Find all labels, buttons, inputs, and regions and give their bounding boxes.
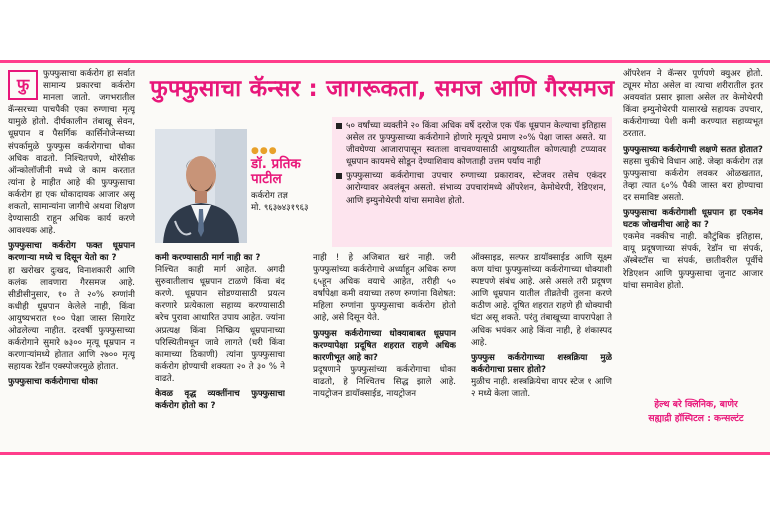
article-headline: फुफ्फुसाचा कॅन्सर : जागरूकता, समज आणि गैरसमज	[150, 76, 615, 102]
section-logo: फु	[8, 70, 38, 100]
article-column-1	[8, 68, 135, 448]
author-name-line-2: पाटील	[251, 171, 282, 187]
paragraph: ऑक्साइड, सल्फर डायॉक्साईड आणि सूक्ष्म कण यांचा फुफ्फुसांच्या कर्करोगाच्या धोक्याशी स्पष्टपणे संबंध आहे. असे असले तरी प्रदूषण आणि धूम्रपान यातील तीव्रतेची तुलना करणे कठीण आहे. दूषित शहरात राहणे ही धोक्याची घंटा असू शकते. परंतु तंबाखूच्या वापरापेक्षा ते अधिक भयंकर आहे किंवा नाही, हे शंकास्पद आहे.	[471, 253, 612, 348]
author-name-line-1: डॉ. प्रतिक	[251, 156, 301, 172]
subheading: केवळ वृद्ध व्यक्तींनाच फुफ्फुसाचा कर्करोग होतो का ?	[155, 389, 285, 412]
top-divider	[0, 60, 770, 63]
subheading: फुफ्फुसाचा कर्करोगाशी धूम्रपान हा एकमेव घटक जोखमीचा आहे का ?	[623, 208, 763, 231]
author-block	[251, 146, 323, 214]
doctor-portrait-icon	[155, 129, 247, 243]
highlight-box	[332, 117, 612, 247]
paragraph: मुळीच नाही. शस्त्रक्रियेचा वापर स्टेज १ आणि २ मध्ये केला जातो.	[471, 376, 612, 400]
bullet-square-icon	[336, 173, 342, 179]
paragraph: एकमेव नक्कीच नाही. कौटुंबिक इतिहास, वायू प्रदूषणाच्या संपर्क, रेडॉन चा संपर्क, अ‍ॅस्बेस्टॉस चा संपर्क, छातीवरील पूर्वीचे रेडिएशन आणि फुफ्फुसाचा जुनाट आजार यांचा समावेश होतो.	[623, 232, 763, 291]
author-photo	[155, 129, 247, 243]
paragraph: प्रदूषणाने फुफ्फुसांच्या कर्करोगाचा धोका वाढतो, हे निश्चितच सिद्ध झाले आहे. नायट्रोजन डायॉक्साईड, नायट्रोजन	[313, 364, 456, 400]
hospital-credit	[626, 398, 766, 426]
hospital-line-2: सह्याद्री हॉस्पिटल : कन्सल्टंट	[648, 413, 744, 424]
subheading: फुफ्फुसाचा कर्करोगाचा धोका	[8, 377, 98, 388]
author-role: कर्करोग तज्ञ	[251, 191, 288, 201]
bottom-divider	[0, 452, 770, 455]
paragraph: निश्चित काही मार्ग आहेत. अगदी सुरुवातीलाच धूम्रपान टाळणे किंवा बंद करणे. धूम्रपान सोडण्यासाठी प्रयत्न करणारे प्रत्येकाला सहाय्य करण्यासाठी बरेच पुरावा आधारित उपाय आहेत. ज्यांना अप्रत्यक्ष किंवा निष्क्रिय धूम्रपानाच्या परिस्थितीमधून जावे लागते (घरी किंवा कामाच्या ठिकाणी) त्यांना फुफ्फुसाचा कर्करोग होण्याची शक्यता २० ते ३० % ने वाढते.	[155, 265, 285, 384]
article-column-5	[623, 68, 763, 388]
author-phone: मो. ९६३७४३१९६३	[251, 203, 309, 213]
bullet-square-icon	[336, 123, 342, 129]
highlight-text: ५० वर्षांच्या व्यक्तीने २० किंवा अधिक वर्षे दररोज एक पॅक धूम्रपान केल्याचा इतिहास असेल तर फुफ्फुसाच्या कर्करोगाने होणारे मृत्यूचे प्रमाण २०% पेक्षा जास्त असते. या जीवघेण्या आजारापासून स्वतःला वाचवण्यासाठी आयुष्यातील कोणत्याही टप्प्यावर धूम्रपान कायमचे सोडून देण्याशिवाय कोणताही उत्तम पर्याय नाही	[346, 121, 606, 168]
paragraph: फुफ्फुसाचा कर्करोग हा सर्वात सामान्य प्रकारचा कर्करोग मानला जातो. जगभरातील कॅन्सरच्या पाचपैकी एका रुग्णाचा मृत्यू यामुळे होतो. दीर्घकालीन तंबाखू सेवन, धूम्रपान व पैसर्गिक कार्सिनोजेन्सच्या संपर्कामुळे फुफ्फुस कर्करोगाचा धोका अधिक वाढतो. निश्चितपणे, थोरॅसीक ऑन्कोलॉजीनी मध्ये जे काम करतात त्यांना हे माहीत आहे की फुफ्फुसाचा कर्करोग हा एक धोकादायक आजार असू शकतो, सामान्यांना जागीचे अथवा शिक्षण देण्यासाठी राहून अधिक कार्य करणे आवश्यक आहे.	[8, 69, 135, 237]
highlight-item	[336, 170, 606, 206]
hospital-line-1: हेल्थ बरे क्लिनिक, बाणेर	[654, 399, 738, 410]
decorative-dots-icon: ●●●	[251, 146, 278, 156]
highlight-text: फुफ्फुसाच्या कर्करोगाचा उपचार रुग्णाच्या प्रकारावर, स्टेजवर तसेच एकंदर आरोग्यावर अवलंबून असतो. संभाव्य उपचारांमध्ये ऑपरेशन, केमोथेरपी, रेडिएशन, आणि इम्युनोथेरपी यांचा समावेश होतो.	[346, 171, 606, 206]
paragraph: सहसा चुकीचे विधान आहे. जेव्हा कर्करोग तज्ञ फुफ्फुसाचा कर्करोग लवकर ओळखतात, तेव्हा त्यात ६०% पैकी जास्त बरा होण्याचा दर समाविष्ट असतो.	[623, 156, 763, 203]
highlight-item	[336, 120, 606, 168]
subheading: फुफ्फुसाच्या कर्करोगाची लक्षणे सतत होतात?	[623, 144, 763, 155]
paragraph: ऑपरेशन ने कॅन्सर पूर्णपणे क्युअर होतो. ट्यूमर मोठा असेल वा त्याचा शरीरातील इतर अवयवांत प्रसार झाला असेल तर केमोथेरपी किंवा इम्युनोथेरपी यासारखे सहायक उपचार, कर्करोगाच्या पेशी कमी करण्यात सहाय्यभूत ठरतात.	[623, 69, 763, 140]
subheading: फुफ्फुसाचा कर्करोग फक्त धूम्रपान करणाऱ्या मध्ये च दिसून येतो का ?	[8, 241, 135, 264]
paragraph: नाही ! हे अजिबात खरं नाही. जरी फुफ्फुसांच्या कर्करोगाचे अर्ध्याहून अधिक रुग्ण ६५हून अधिक वयाचे आहेत, तरीही ५० वर्षांपेक्षा कमी वयाच्या तरुण रुग्णांना विशेषत: महिला रुग्णांना फुफ्फुसाचा कर्करोग होतो आहे, असे दिसून येते.	[313, 253, 456, 324]
subheading: कमी करण्यासाठी मार्ग नाही का ?	[155, 253, 261, 263]
column-1-content	[8, 68, 135, 388]
subheading: फुफ्फुस कर्करोगाच्या शस्त्रक्रिया मुळे कर्करोगाचा प्रसार होतो?	[471, 352, 612, 375]
article-column-3	[313, 252, 456, 448]
article-column-4	[471, 252, 612, 448]
author-name	[251, 157, 323, 187]
article-column-2	[155, 252, 285, 448]
subheading: फुफ्फुस कर्करोगाच्या धोक्याबाबत धूम्रपान करण्यापेक्षा प्रदूषित शहरात राहणे अधिक कारणीभूत आहे का?	[313, 328, 456, 363]
paragraph: हा खरोखर दुःखद, विनाशकारी आणि कलंक लावणारा गैरसमज आहे. सीडीसीनुसार, १० ते २०% रुग्णांनी कधीही धूम्रपान केलेले नाही, किंवा आयुष्यभरात १०० पेक्षा जास्त सिगारेट ओढलेल्या नाहीत. दरवर्षी फुफ्फुसाच्या कर्करोगाने सुमारे ७३०० मृत्यू धूम्रपान न करणाऱ्यांमध्ये होतात आणि २७०० मृत्यू सहायक रेडॉन एक्स्पोजरमुळे होतात.	[8, 265, 135, 373]
